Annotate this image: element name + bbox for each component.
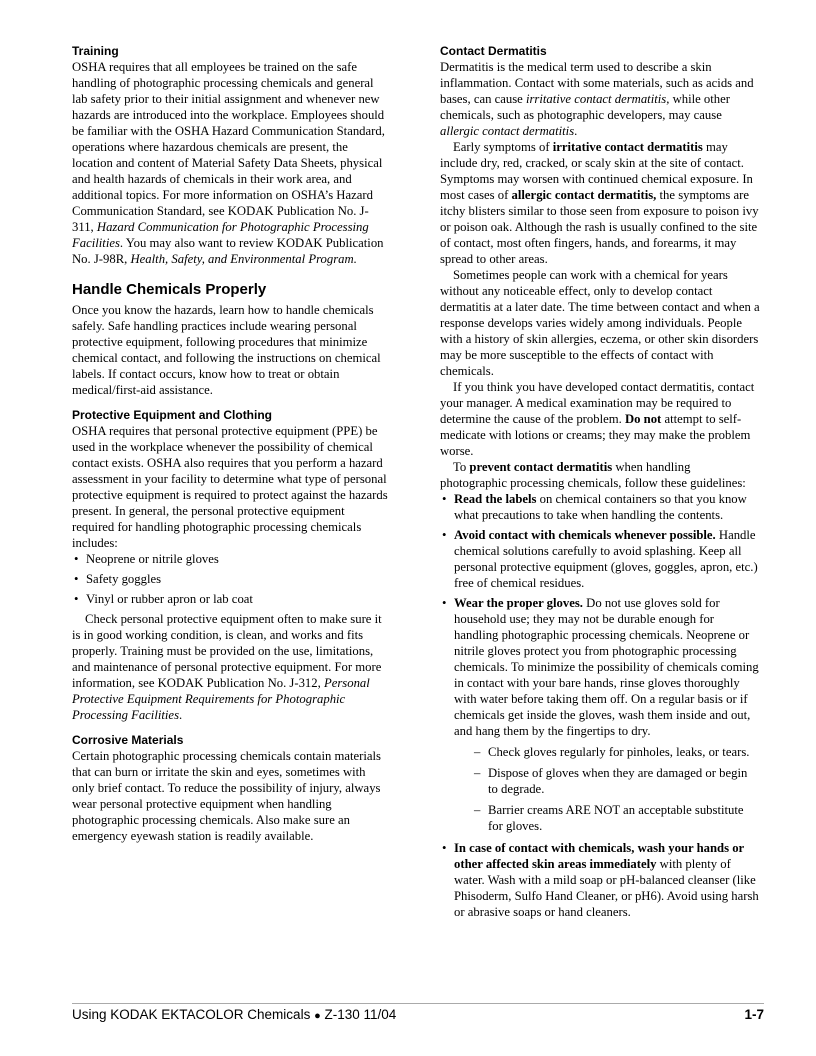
list-item: • Vinyl or rubber apron or lab coat <box>72 591 390 607</box>
protective-equipment-paragraph: OSHA requires that personal protective equipment (PPE) be used in the workplace whenever the possibility of chemical contact exists. OSHA also requires that you perform a hazard assessment in your facility to determine what type of personal protective equipment is required to protect against the hazards present. In general, the personal protective equipment required for handling photographic processing chemicals includes: <box>72 424 388 550</box>
list-item: – Barrier creams ARE NOT an acceptable substitute for gloves. <box>440 802 760 834</box>
footer-rule <box>72 1003 764 1004</box>
guidelines-list <box>440 491 760 920</box>
list-item: – Check gloves regularly for pinholes, leaks, or tears. <box>440 744 760 760</box>
dermatitis-paragraph-5: To prevent contact dermatitis when handling photographic processing chemicals, follow these guidelines: <box>440 460 746 490</box>
dermatitis-paragraph-2: Early symptoms of irritative contact dermatitis may include dry, red, cracked, or scaly skin at the site of contact. Symptoms may worsen with continued chemical exposure. In most cases of allergic contact dermatitis, the symptoms are itchy blisters similar to those seen from exposure to poison ivy or poison oak. Although the rash is usually confined to the site of contact, most often fingers, hands, and forearms, it may spread to other areas. <box>440 140 759 266</box>
list-item: • Read the labels on chemical containers so that you know what precautions to take when handling the contents. <box>440 491 760 523</box>
page-number: 1-7 <box>744 1007 764 1022</box>
protective-equipment-heading: Protective Equipment and Clothing <box>72 408 273 422</box>
list-item: • In case of contact with chemicals, wash your hands or other affected skin areas immediately with plenty of water. Wash with a mild soap or pH-balanced cleanser (like Phisoderm, Sulfo Hand Cleaner, or pH6). Avoid using harsh or abrasive soaps or hand cleaners. <box>440 840 760 920</box>
corrosive-materials-heading: Corrosive Materials <box>72 733 184 747</box>
left-column <box>72 44 390 844</box>
ppe-list <box>72 551 390 607</box>
handle-chemicals-heading: Handle Chemicals Properly <box>72 281 267 298</box>
footer-title: Using KODAK EKTACOLOR Chemicals <box>72 1007 311 1022</box>
ppe-check-paragraph: Check personal protective equipment often to make sure it is in good working condition, is clean, and works and fits properly. Training must be provided on the use, limitations, and maintenance of personal protective equipment. For more information, see KODAK Publication No. J-312, Personal Protective Equipment Requirements for Photographic Processing Facilities. <box>72 612 382 722</box>
list-item: • Neoprene or nitrile gloves <box>72 551 390 567</box>
glove-sublist <box>440 744 760 834</box>
footer-code: Z-130 11/04 <box>324 1007 397 1022</box>
footer-bullet: ● <box>314 1010 321 1022</box>
training-paragraph: OSHA requires that all employees be trained on the safe handling of photographic processing chemicals and general lab safety prior to their initial assignment and whenever new hazards are introduced into the workplace. Employees should be familiar with the OSHA Hazard Communication Standard, operations where hazardous chemicals are present, the location and content of Material Safety Data Sheets, physical and health hazards of chemicals in their work area, and additional topics. For more information on OSHA’s Hazard Communication Standard, see KODAK Publication No. J-311, Hazard Communication for Photographic Processing Facilities. You may also want to review KODAK Publication No. J-98R, Health, Safety, and Environmental Program. <box>72 60 385 266</box>
right-column <box>440 44 760 920</box>
corrosive-materials-paragraph: Certain photographic processing chemicals contain materials that can burn or irritate the skin and eyes, sometimes with only brief contact. To reduce the possibility of injury, always wear personal protective equipment when handling photographic processing chemicals. Also make sure an emergency eyewash station is readily available. <box>72 749 381 843</box>
list-item: – Dispose of gloves when they are damaged or begin to degrade. <box>440 765 760 797</box>
dermatitis-paragraph-3: Sometimes people can work with a chemical for years without any noticeable effect, only to develop contact dermatitis at a later date. The time between contact and when a response develops varies widely among individuals. People with a history of skin allergies, eczema, or other skin disorders may be more susceptible to the effects of contact with chemicals. <box>440 268 760 378</box>
dermatitis-paragraph-4: If you think you have developed contact dermatitis, contact your manager. A medical examination may be required to determine the cause of the problem. Do not attempt to self-medicate with lotions or creams; they may make the problem worse. <box>440 380 755 458</box>
handle-chemicals-paragraph: Once you know the hazards, learn how to handle chemicals safely. Safe handling practices include wearing personal protective equipment, following procedures that minimize chemical contact, and following the instructions on chemical labels. If contact occurs, know how to treat or obtain medical/first-aid assistance. <box>72 303 381 397</box>
list-item: • Wear the proper gloves. Do not use gloves sold for household use; they may not be durable enough for handling photographic processing chemicals. Neoprene or nitrile gloves protect you from photographic processing chemicals. To minimize the possibility of chemicals coming in contact with your bare hands, rinse gloves thoroughly with water before taking them off. On a regular basis or if chemicals get inside the gloves, wash them inside and out, and hang them by the fingertips to dry. <box>440 595 760 739</box>
dermatitis-paragraph-1: Dermatitis is the medical term used to describe a skin inflammation. Contact with some materials, such as acids and bases, can cause irritative contact dermatitis, while other chemicals, such as photographic developers, may cause allergic contact dermatitis. <box>440 60 754 138</box>
page-footer <box>72 1006 764 1025</box>
contact-dermatitis-heading: Contact Dermatitis <box>440 44 547 58</box>
list-item: • Safety goggles <box>72 571 390 587</box>
training-heading: Training <box>72 44 119 58</box>
list-item: • Avoid contact with chemicals whenever possible. Handle chemical solutions carefully to avoid splashing. Keep all personal protective equipment (gloves, goggles, apron, etc.) free of chemical residues. <box>440 527 760 591</box>
